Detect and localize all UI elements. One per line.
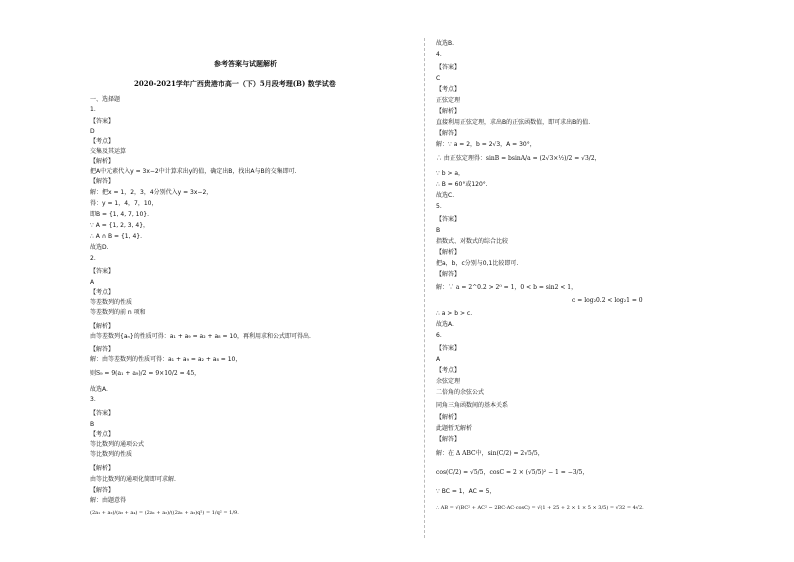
q6-jieda-3: ∵ BC = 1，AC = 5， [436, 488, 496, 495]
section-heading: 一、选择题 [90, 96, 121, 103]
q5-jieda-3: ∴ a > b > c. [436, 310, 473, 317]
q3-answer: B [90, 421, 95, 428]
q2-jieda-2: 则S₉ = 9(a₁ + a₉)/2 = 9×10/2 = 45， [90, 370, 201, 377]
q1-number: 1. [90, 106, 96, 113]
q6-jieda-4: ∴ AB = √(BC² + AC² − 2BC·AC·cosC) = √(1 + 25 + 2 × 1 × 5 × 3/5) = √32 = 4√2. [436, 505, 644, 511]
q6-jiexi: 此题暂无解析 [436, 425, 473, 432]
q6-jieda-1: 解：在 Δ ABC中，sin(C/2) = 2√5/5， [436, 450, 544, 457]
q5-jiexi: 把a，b，c分别与0,1比较即可. [436, 260, 519, 267]
q1-answer: D [90, 128, 95, 135]
q6-answer-tag: 【答案】 [436, 345, 461, 352]
q4-jiexi-tag: 【解析】 [436, 108, 461, 115]
q3-kaodian-2: 等比数列的性质 [90, 451, 133, 458]
q4-jieda-1: 解：∵ a = 2，b = 2√3，A = 30°， [436, 141, 536, 148]
q1-step: 故选D. [90, 244, 109, 251]
q3-kaodian-tag: 【考点】 [90, 431, 115, 438]
q4-jiexi: 直接利用正弦定理，求出B的正弦函数值，即可求出B的值. [436, 119, 591, 126]
q3-jiexi: 由等比数列的通项化简即可求解. [90, 476, 176, 483]
q6-kaodian-1: 余弦定理 [436, 378, 461, 385]
q1-step: ∴ A ∩ B = {1, 4}. [90, 233, 142, 240]
q1-jieda-tag: 【解答】 [90, 178, 115, 185]
q1-jiexi: 把A中元素代入y = 3x−2中计算求出y的值，确定出B，找出A与B的交集即可. [90, 168, 297, 175]
q2-jieda-3: 故选A. [90, 386, 108, 393]
q5-answer-tag: 【答案】 [436, 216, 461, 223]
q2-answer-tag: 【答案】 [90, 268, 115, 275]
q2-jiexi-tag: 【解析】 [90, 323, 115, 330]
q6-kaodian-2: 二倍角的余弦公式 [436, 389, 485, 396]
q5-number: 5. [436, 203, 442, 210]
q1-jiexi-tag: 【解析】 [90, 158, 115, 165]
q4-jieda-3: ∵ b > a， [436, 170, 465, 177]
q2-kaodian-tag: 【考点】 [90, 289, 115, 296]
q5-jiexi-tag: 【解析】 [436, 249, 461, 256]
q3-number: 3. [90, 396, 96, 403]
q6-jiexi-tag: 【解析】 [436, 414, 461, 421]
q6-jieda-tag: 【解答】 [436, 436, 461, 443]
q5-jieda-tag: 【解答】 [436, 271, 461, 278]
q1-step: 解：把x = 1，2，3，4分别代入y = 3x−2， [90, 189, 213, 196]
q2-jieda-1: 解：由等差数列的性质可得：a₁ + a₉ = a₂ + a₈ = 10， [90, 356, 242, 363]
q3-jieda-tag: 【解答】 [90, 487, 115, 494]
doc-title: 参考答案与试题解析 [214, 59, 277, 68]
q3-jieda-1: 解：由题意得 [90, 497, 127, 504]
q4-number: 4. [436, 51, 442, 58]
q1-step: 即B = {1, 4, 7, 10}. [90, 211, 150, 218]
q3-jieda-2: (2a₁ + a₂)/(a₃ + a₄) = (2a₁ + a₂)/((2a₁ + a₂)q²) = 1/q² = 1/9. [90, 510, 239, 516]
q6-number: 6. [436, 332, 442, 339]
q6-jieda-2: cos(C/2) = √5/5，cosC = 2 × (√5/5)² − 1 = −3/5， [436, 469, 589, 476]
q2-number: 2. [90, 255, 96, 262]
q2-kaodian-1: 等差数列的性质 [90, 299, 133, 306]
q6-kaodian-3: 同角三角函数间的基本关系 [436, 402, 509, 409]
q5-jieda-4: 故选A. [436, 321, 454, 328]
q5-kaodian: 指数式、对数式的综合比较 [436, 238, 509, 245]
q5-answer: B [436, 227, 441, 234]
column-divider [424, 38, 425, 538]
q2-answer: A [90, 279, 95, 286]
q2-jiexi: 由等差数列{aₙ}的性质可得：a₁ + a₉ = a₂ + a₈ = 10，再利用求和公式即可得出. [90, 333, 311, 340]
q5-jieda-1: 解：∵ a = 2^0.2 > 2⁰ = 1，0 < b = sin2 < 1， [436, 284, 578, 291]
q2-kaodian-2: 等差数列的前 n 项和 [90, 309, 146, 316]
q3-kaodian-1: 等比数列的通项公式 [90, 441, 145, 448]
q1-kaodian: 交集及其运算 [90, 148, 127, 155]
q6-kaodian-tag: 【考点】 [436, 367, 461, 374]
q5-jieda-2: c = log₂0.2 < log₂1 = 0 [572, 297, 643, 304]
q1-kaodian-tag: 【考点】 [90, 138, 115, 145]
q4-jieda-tag: 【解答】 [436, 130, 461, 137]
q3-jiexi-tag: 【解析】 [90, 465, 115, 472]
q2-jieda-tag: 【解答】 [90, 346, 115, 353]
exam-title: 2020-2021学年广西贵港市高一（下）5月段考理(B) 数学试卷 [134, 79, 336, 88]
q4-kaodian-tag: 【考点】 [436, 86, 461, 93]
q4-kaodian: 正弦定理 [436, 97, 461, 104]
q1-answer-tag: 【答案】 [90, 118, 115, 125]
q4-jieda-5: 故选C. [436, 192, 455, 199]
q3-end: 故选B. [436, 40, 455, 47]
q6-answer: A [436, 356, 441, 363]
q1-step: ∵ A = {1, 2, 3, 4}， [90, 222, 150, 229]
q3-answer-tag: 【答案】 [90, 410, 115, 417]
q4-jieda-2: ∴ 由正弦定理得：sinB = bsinA/a = (2√3×½)/2 = √3/2， [436, 155, 601, 162]
q1-step: 得：y = 1，4，7，10， [90, 200, 158, 207]
q4-answer: C [436, 75, 441, 82]
q4-answer-tag: 【答案】 [436, 64, 461, 71]
q4-jieda-4: ∴ B = 60°或120°. [436, 181, 488, 188]
